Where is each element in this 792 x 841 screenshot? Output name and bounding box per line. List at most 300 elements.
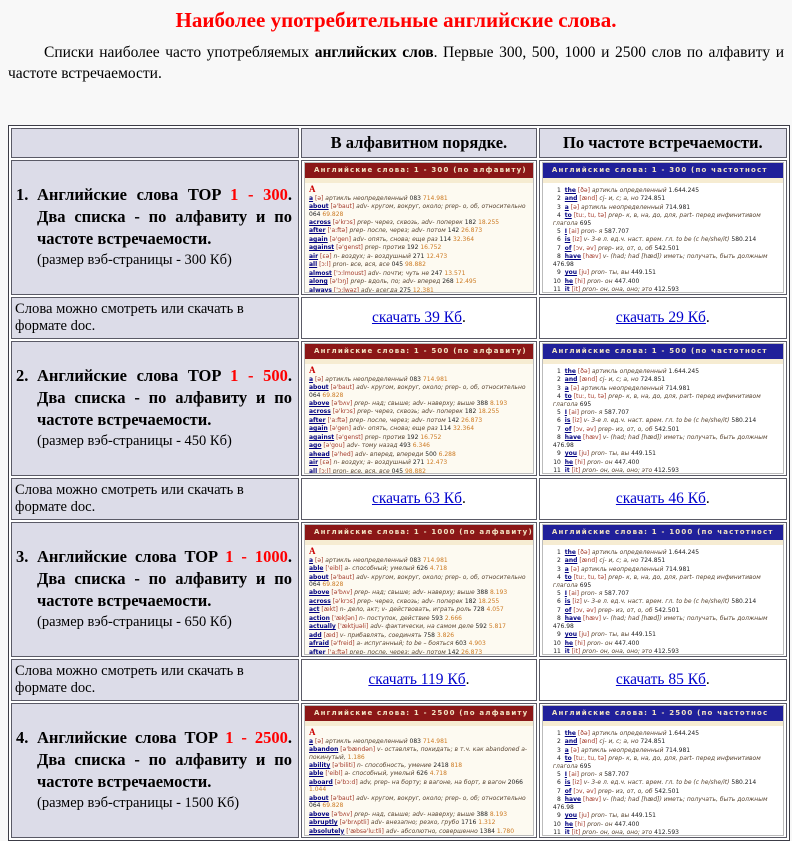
download-freq-link[interactable]: скачать 85 Кб [615,670,706,688]
freq-thumb-cell [539,522,787,657]
frequency-count: 26.873 [461,227,483,235]
transcription: [ə'baut] [330,203,355,211]
section-text [37,546,292,632]
frequency-count: 3.826 [436,631,455,639]
word-entry [309,451,530,458]
definition: prep- из, от, о, об [597,787,653,795]
section-desc-cell [11,160,299,295]
rank-number: 064 [309,210,321,218]
download-freq-link[interactable]: скачать 29 Кб [615,308,706,326]
transcription: [ə] [570,384,580,392]
word-entry [553,245,781,252]
word-text: have [564,796,582,804]
word-text: ahead [309,450,330,458]
definition: adv- тому назад [346,442,398,450]
download-freq-link[interactable]: скачать 46 Кб [615,489,706,507]
section-row [11,703,787,838]
transcription: [ə'krɔs] [332,408,356,416]
download-period: . [465,670,470,688]
download-alpha-cell [301,297,537,339]
table-header-alpha: В алфавитном порядке. [301,128,537,158]
entry-index: 9 [557,812,561,820]
definition: adv- вперед, впереди [354,450,424,458]
section-size-note: (размер вэб-страницы - 300 Кб) [37,252,232,269]
word-entry [553,450,781,457]
range-highlight: 1 - 1000 [225,547,288,567]
word-text: against [309,244,335,252]
frequency-count: 587.707 [604,590,630,598]
transcription: [ænd] [579,195,598,203]
frequency-count: 449.151 [631,269,656,277]
word-entry [553,253,781,268]
word-entry [553,549,781,556]
word-text: a [564,746,569,754]
rank-number: 728 [473,606,485,614]
section-text-mid: . Два списка - [37,366,292,407]
word-entry [553,417,781,424]
transcription: [ə'baut] [330,573,355,581]
transcription: [ə'baut] [330,384,355,392]
section-description [12,544,298,634]
word-entry [553,730,781,737]
alpha-thumbnail-title: Английские слова: 1 - 2500 (по алфавиту [305,706,533,721]
entry-index: 7 [557,606,561,614]
alpha-thumbnail-content [305,183,533,293]
section-text-bold: Английские слова TOP [37,547,226,567]
word-text: of [564,787,572,795]
word-entry [553,747,781,754]
section-size-note: (размер вэб-страницы - 450 Кб) [37,433,232,450]
frequency-count: 5.817 [488,623,506,631]
definition: cj- и, с; а, но [599,738,639,746]
entry-index: 5 [557,409,561,417]
entry-index: 2 [557,738,561,746]
word-entry [309,278,530,285]
freq-list-thumbnail [542,524,784,655]
section-text-bold2: по алфавиту и по частоте встречаемости [37,749,292,791]
definition: pron- все, вся, все [332,261,390,269]
word-text: the [564,367,576,375]
definition: prep- из, от, о, об [597,425,653,433]
definition: pron- ты, вы [591,269,630,277]
transcription: [hi] [575,820,586,828]
word-text: a [564,384,569,392]
transcription: [ju] [579,450,590,458]
word-entry [553,393,781,408]
frequency-count: 724.851 [640,738,666,746]
word-text: is [564,779,571,787]
freq-thumb-cell [539,160,787,295]
word-entry [553,821,781,828]
transcription: [tu:, tu, tə] [573,574,607,582]
freq-list-thumbnail [542,705,784,836]
word-entry [553,278,781,285]
section-number: 3. [16,547,29,567]
definition: v- (had; had [hæd]) иметь; получать, быть должным [602,434,768,442]
word-text: have [564,615,582,623]
word-entry [309,828,530,835]
entry-index: 11 [553,829,561,836]
section-description [12,182,298,272]
entry-index: 8 [557,253,561,261]
rank-number: 192 [406,433,419,441]
word-text: action [309,614,330,622]
transcription: [ə] [570,565,580,573]
frequency-count: 1.186 [347,753,365,761]
definition: артикль неопределенный [581,565,664,573]
frequency-count: 714.981 [422,556,448,564]
range-highlight: 1 - 2500 [225,728,288,748]
definition: pron- он, она, оно; это [582,829,653,836]
word-entry [553,598,781,605]
transcription: [tu:, tu, tə] [573,755,607,763]
transcription: [ðə] [577,729,590,737]
entry-index: 11 [553,286,561,293]
word-entry [553,376,781,383]
frequency-count: 476.98 [552,441,574,449]
freq-thumbnail-content [543,726,783,836]
transcription: [æd] [323,631,338,639]
section-text-end: . [207,771,212,791]
rank-number: 2066 [507,778,523,786]
entry-index: 3 [557,384,561,392]
word-text: abruptly [309,819,338,827]
section-text-mid: . Два списка - [37,185,292,226]
frequency-count: 542.501 [654,244,680,252]
rank-number: 388 [476,400,489,408]
word-entry [553,434,781,449]
transcription: ['a:ftə] [327,227,348,235]
download-period: . [705,670,710,688]
rank-number: 593 [431,614,443,622]
transcription: ['æktjuəli] [337,623,369,631]
frequency-count: 412.593 [654,648,679,655]
definition: prep- из, от, о, об [597,244,653,252]
transcription: [ə'biliti] [332,762,356,770]
definition: pron- ты, вы [591,450,630,458]
transcription: [ə'baut] [330,794,355,802]
word-entry [553,779,781,786]
frequency-count: 8.193 [489,589,508,597]
rank-number: 064 [309,391,321,399]
freq-thumb-cell [539,341,787,476]
word-entry [553,631,781,638]
transcription: [ə'gen] [329,425,351,433]
rank-number: 271 [412,459,425,467]
transcription: [ə] [570,746,580,754]
word-text: ago [309,442,322,450]
word-entry [309,738,530,745]
word-text: to [564,393,572,401]
entry-index: 4 [557,755,561,763]
rank-number: 083 [409,556,421,564]
word-entry [309,640,530,647]
word-text: of [564,425,572,433]
frequency-count: 26.873 [461,648,483,655]
word-text: I [564,771,567,779]
word-text: always [309,286,332,293]
word-entry [553,459,781,466]
word-text: and [564,376,578,384]
word-text: a [309,737,314,745]
transcription: [ə'lɔŋ] [329,278,349,286]
definition: pron- я [580,228,603,236]
frequency-count: 12.381 [412,286,434,293]
table-header-empty [11,128,299,158]
frequency-count: 587.707 [604,409,630,417]
word-text: about [309,573,329,581]
word-text: and [564,195,578,203]
definition: prep- к, в, на, до, для, part- перед инфинитивом глагола [552,755,761,770]
download-freq-cell [539,478,787,520]
entry-index: 2 [557,195,561,203]
frequency-count: 18.255 [478,219,500,227]
entry-index: 11 [553,467,561,474]
word-text: have [564,434,582,442]
definition: n- дело, акт; v- действовать, играть роль [339,606,472,614]
entry-index: 1 [557,367,561,375]
word-entry [309,557,530,564]
entry-index: 11 [553,648,561,655]
transcription: [ðə] [577,367,590,375]
word-text: have [564,253,582,261]
alpha-thumbnail-content [305,364,533,474]
definition: артикль неопределенный [581,384,664,392]
transcription: [ai] [568,228,579,236]
intro-bold: английских слов [314,44,434,61]
words-table [8,125,790,841]
download-alpha-link[interactable]: скачать 39 Кб [371,308,462,326]
definition: артикль неопределенный [581,746,664,754]
transcription: [ə'genst] [336,433,363,441]
word-text: is [564,598,571,606]
word-text: a [564,565,569,573]
frequency-count: 16.752 [420,433,442,441]
word-entry [309,384,530,399]
rank-number: 626 [416,770,428,778]
word-entry [553,385,781,392]
word-entry [553,829,781,836]
definition: prep- после, через; adv- потом [349,416,446,424]
word-entry [309,819,530,826]
transcription: [ə'gen] [329,235,351,243]
word-entry [553,771,781,778]
word-text: about [309,794,329,802]
definition: adv- кругом, вокруг, около; prep- о, об; относительно [356,794,526,802]
rank-number: 182 [464,408,477,416]
word-entry [553,269,781,276]
word-text: he [564,458,574,466]
word-entry [553,195,781,202]
transcription: [ə'freid] [330,640,355,648]
section-text-bold2: по алфавиту и по частоте встречаемости [37,206,292,248]
transcription: [ɔ:l] [319,467,331,474]
frequency-count: 2.666 [444,614,462,622]
frequency-count: 69.828 [322,210,344,218]
transcription: [iz] [572,598,582,606]
word-text: you [564,269,578,277]
frequency-count: 580.214 [731,779,757,787]
section-text [37,184,292,270]
frequency-count: 714.981 [422,737,448,745]
transcription: [it] [571,648,581,655]
word-text: I [564,590,567,598]
rank-number: 603 [455,640,467,648]
letter-heading: A [309,364,316,375]
word-entry [553,409,781,416]
frequency-count: 580.214 [731,417,757,425]
frequency-count: 32.364 [453,425,475,433]
word-entry [309,236,530,243]
section-text-mid: . Два списка - [37,547,292,588]
word-text: is [564,417,571,425]
word-entry [309,417,530,424]
definition: n- воздух; a- воздушный [333,459,411,467]
definition: pron- он, она, оно; это [582,467,653,474]
frequency-count: 69.828 [322,802,344,810]
frequency-count: 587.707 [604,771,630,779]
rank-number: 182 [464,597,477,605]
word-text: along [309,278,328,286]
word-entry [553,557,781,564]
entry-index: 1 [557,186,561,194]
transcription: [hæv] [583,434,601,442]
section-number: 2. [16,366,29,386]
word-entry [553,574,781,589]
word-entry [309,468,530,474]
range-highlight: 1 - 300 [230,185,288,205]
word-text: able [309,770,324,778]
frequency-count: 13.571 [444,269,466,277]
word-text: against [309,433,335,441]
transcription: [ai] [568,590,579,598]
entry-index: 10 [553,820,561,828]
freq-thumbnail-content [543,183,783,293]
word-text: he [564,277,574,285]
download-alpha-link[interactable]: скачать 63 Кб [371,489,462,507]
transcription: [ɛə] [320,252,332,260]
entry-index: 7 [557,244,561,252]
definition: n- воздух; a- воздушный [333,252,411,260]
rank-number: 268 [442,278,454,286]
alpha-thumbnail-content [305,545,533,655]
transcription: [ɔv, əv] [573,425,597,433]
word-text: after [309,416,326,424]
rank-number: 064 [309,802,321,810]
frequency-count: 714.981 [665,565,691,573]
word-text: of [564,244,572,252]
definition: v- прибавлять, соединять [339,631,422,639]
word-text: afraid [309,640,330,648]
definition: prep- к, в, на, до, для, part- перед инфинитивом глагола [552,393,761,408]
frequency-count: 4.718 [429,770,447,778]
word-text: and [564,557,578,565]
word-entry [309,770,530,777]
definition: pron- он [587,458,613,466]
entry-index: 6 [557,779,561,787]
definition: adv- кругом, вокруг, около; prep- о, об, относительно [356,573,526,581]
section-desc-cell [11,341,299,476]
frequency-count: 26.873 [461,416,483,424]
word-text: of [564,606,572,614]
rank-number: 114 [439,425,452,433]
intro-prefix: Списки наиболее часто употребляемых [44,44,315,61]
definition: prep- над; свыше; adv- наверху; выше [354,589,475,597]
definition: pron- он, она, оно; это [582,286,653,293]
definition: артикль неопределенный [581,203,664,211]
download-note: Слова можно смотреть или скачать в формате doc. [11,297,299,339]
download-alpha-cell [301,478,537,520]
definition: cj- и, с; а, но [599,195,639,203]
section-number: 1. [16,185,29,205]
alpha-thumbnail-title: Английские слова: 1 - 1000 (по алфавиту) [305,525,533,540]
freq-thumb-cell [539,703,787,838]
entry-index: 10 [553,277,561,285]
section-desc-cell [11,703,299,838]
frequency-count: 714.981 [665,746,691,754]
word-text: a [309,375,314,383]
section-text-bold2: по алфавиту и по частоте встречаемости [37,387,292,429]
frequency-count: 69.828 [322,581,344,589]
frequency-count: 4.718 [429,565,448,573]
frequency-count: 449.151 [631,812,656,820]
freq-thumbnail-title: Английские слова: 1 - 2500 (по частотнос [543,706,783,721]
entry-index: 8 [557,434,561,442]
word-text: air [309,459,319,467]
rank-number: 1384 [479,827,495,835]
definition: pron- он [587,820,613,828]
intro-suffix: . Первые 300, 500, 1000 и 2500 слов по алфавиту и частоте встречаемости. [8,44,784,82]
word-text: abandon [309,746,339,754]
word-entry [309,574,530,589]
word-entry [553,590,781,597]
download-alpha-link[interactable]: скачать 119 Кб [368,670,466,688]
entry-index: 6 [557,417,561,425]
frequency-count: 447.400 [614,277,640,285]
frequency-count: 12.473 [426,252,448,260]
transcription: [ɔ:l] [319,261,331,269]
definition: pron- он [587,639,613,647]
frequency-count: 695 [579,400,592,408]
definition: prep- к, в, на, до, для, part- перед инфинитивом глагола [552,574,761,589]
transcription: [ə'bɔ:d] [334,778,358,786]
definition: a- способный, умелый [344,770,415,778]
transcription: [ə'bʌv] [331,589,353,597]
rank-number: 2418 [433,762,449,770]
word-text: about [309,384,329,392]
entry-index: 8 [557,615,561,623]
frequency-count: 1.644.245 [668,548,700,556]
word-text: you [564,812,578,820]
table-header-freq: По частоте встречаемости. [539,128,787,158]
transcription: [ə] [570,203,580,211]
word-entry [553,286,781,293]
word-entry [309,615,530,622]
definition: prep- из, от, о, об [597,606,653,614]
entry-index: 2 [557,376,561,384]
entry-index: 2 [557,557,561,565]
word-entry [309,219,530,226]
definition: v- 3-е л. ед.ч. наст. врем. гл. to be (с he/she/it) [583,598,730,606]
definition: pron- он [587,277,613,285]
definition: v- 3-е л. ед.ч. наст. врем. гл. to be (с he/she/it) [583,417,730,425]
entry-index: 3 [557,203,561,211]
frequency-count: 8.193 [489,400,508,408]
definition: артикль определенный [591,729,667,737]
definition: prep- после, через; adv- потом [349,648,446,655]
section-text-end: . [207,409,212,429]
word-text: ability [309,762,331,770]
